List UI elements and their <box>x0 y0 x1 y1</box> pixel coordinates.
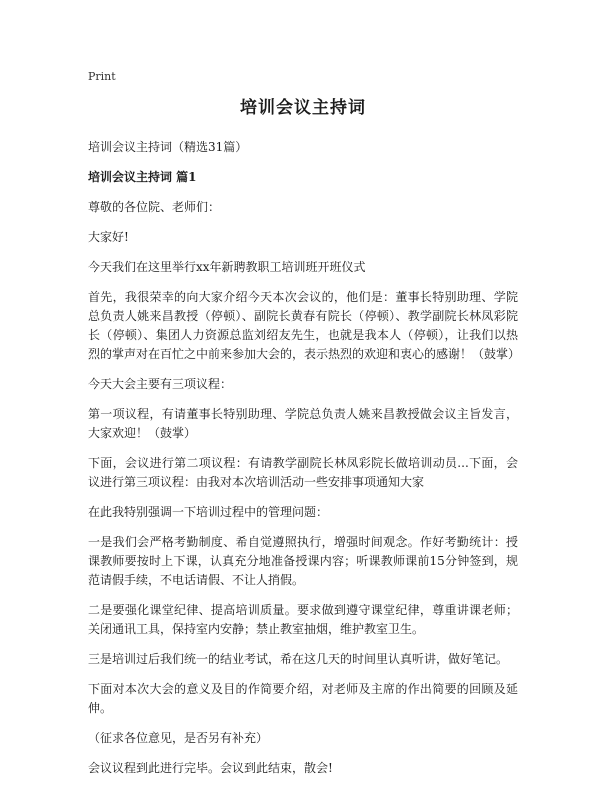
paragraph-salutation: 尊敬的各位院、老师们： <box>88 200 221 214</box>
paragraph-agenda-item-1: 第一项议程，有请董事长特别助理、学院总负责人姚来昌教授做会议主旨发言，大家欢迎！（鼓掌） <box>88 407 518 440</box>
paragraph-closing: 会议议程到此进行完毕。会议到此结束，散会! <box>88 761 333 775</box>
paragraph-introductions: 首先，我很荣幸的向大家介绍今天本次会议的，他们是：董事长特别助理、学院总负责人姚来昌教授（停顿）、副院长黄春有院长（停顿）、教学副院长林凤彩院长（停顿）、集团人力资源总监刘绍友先生，也就是我本人（停顿），让我们以热烈的掌声对在百忙之中前来参加大会的，表示热烈的欢迎和衷心的感谢！（鼓掌） <box>88 290 521 361</box>
paragraph-point-3: 三是培训过后我们统一的结业考试，希在这几天的时间里认真听讲，做好笔记。 <box>88 652 509 666</box>
document-subtitle: 培训会议主持词（精选31篇） <box>88 140 248 154</box>
paragraph-comments: （征求各位意见，是否另有补充） <box>88 731 269 745</box>
paragraph-point-1: 一是我们会严格考勤制度、希自觉遵照执行，增强时间观念。作好考勤统计：授课教师要按时上下课，认真充分地准备授课内容；听课教师课前15分钟签到，规范请假手续，不电话请假、不让人捎假。 <box>88 535 518 587</box>
paragraph-agenda-item-2-3: 下面，会议进行第二项议程：有请教学副院长林凤彩院长做培训动员...下面，会议进行第三项议程：由我对本次培训活动一些安排事项通知大家 <box>88 456 518 489</box>
section-heading: 培训会议主持词 篇1 <box>88 170 197 184</box>
paragraph-greeting: 大家好! <box>88 230 129 244</box>
paragraph-agenda-intro: 今天大会主要有三项议程： <box>88 377 233 391</box>
paragraph-opening: 今天我们在这里举行xx年新聘教职工培训班开班仪式 <box>88 260 366 274</box>
page-title: 培训会议主持词 <box>240 98 366 118</box>
paragraph-point-2: 二是要强化课堂纪律、提高培训质量。要求做到遵守课堂纪律，尊重讲课老师；关闭通讯工具，保持室内安静；禁止教室抽烟，维护教室卫生。 <box>88 603 518 636</box>
paragraph-summary: 下面对本次大会的意义及目的作简要介绍，对老师及主席的作出简要的回顾及延伸。 <box>88 682 518 715</box>
print-link[interactable]: Print <box>88 70 116 83</box>
document-page <box>88 70 521 789</box>
paragraph-management-intro: 在此我特别强调一下培训过程中的管理问题： <box>88 505 329 519</box>
